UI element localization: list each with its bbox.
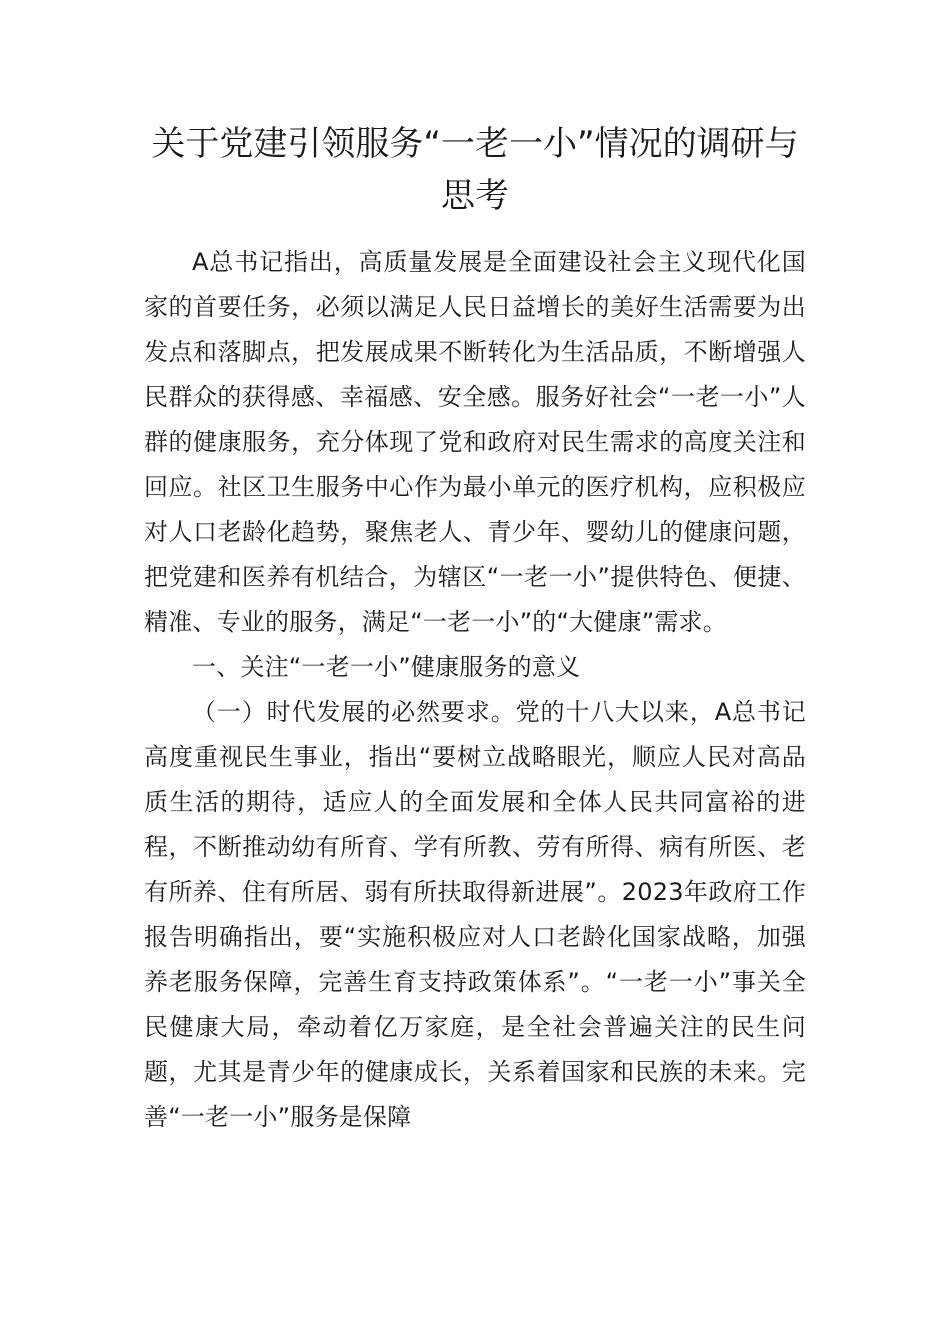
section-heading-1: 一、关注“一老一小”健康服务的意义	[192, 653, 581, 681]
document-title: 关于党建引领服务“一老一小”情况的调研与思考	[151, 124, 799, 216]
document-body	[144, 240, 806, 1140]
paragraph-intro: A总书记指出，高质量发展是全面建设社会主义现代化国家的首要任务，必须以满足人民日益增长的美好生活需要为出发点和落脚点，把发展成果不断转化为生活品质，不断增强人民群众的获得感、幸福感、安全感。服务好社会“一老一小”人群的健康服务，充分体现了党和政府对民生需求的高度关注和回应。社区卫生服务中心作为最小单元的医疗机构，应积极应对人口老龄化趋势，聚焦老人、青少年、婴幼儿的健康问题，把党建和医养有机结合，为辖区“一老一小”提供特色、便捷、精准、专业的服务，满足“一老一小”的“大健康”需求。	[144, 248, 806, 636]
paragraph-section-1-1: （一）时代发展的必然要求。党的十八大以来，A总书记高度重视民生事业，指出“要树立战略眼光，顺应人民对高品质生活的期待，适应人的全面发展和全体人民共同富裕的进程，不断推动幼有所育、学有所教、劳有所得、病有所医、老有所养、住有所居、弱有所扶取得新进展”。2023年政府工作报告明确指出，要“实施积极应对人口老龄化国家战略，加强养老服务保障，完善生育支持政策体系”。“一老一小”事关全民健康大局，牵动着亿万家庭，是全社会普遍关注的民生问题，尤其是青少年的健康成长，关系着国家和民族的未来。完善“一老一小”服务是保障	[144, 698, 806, 1131]
